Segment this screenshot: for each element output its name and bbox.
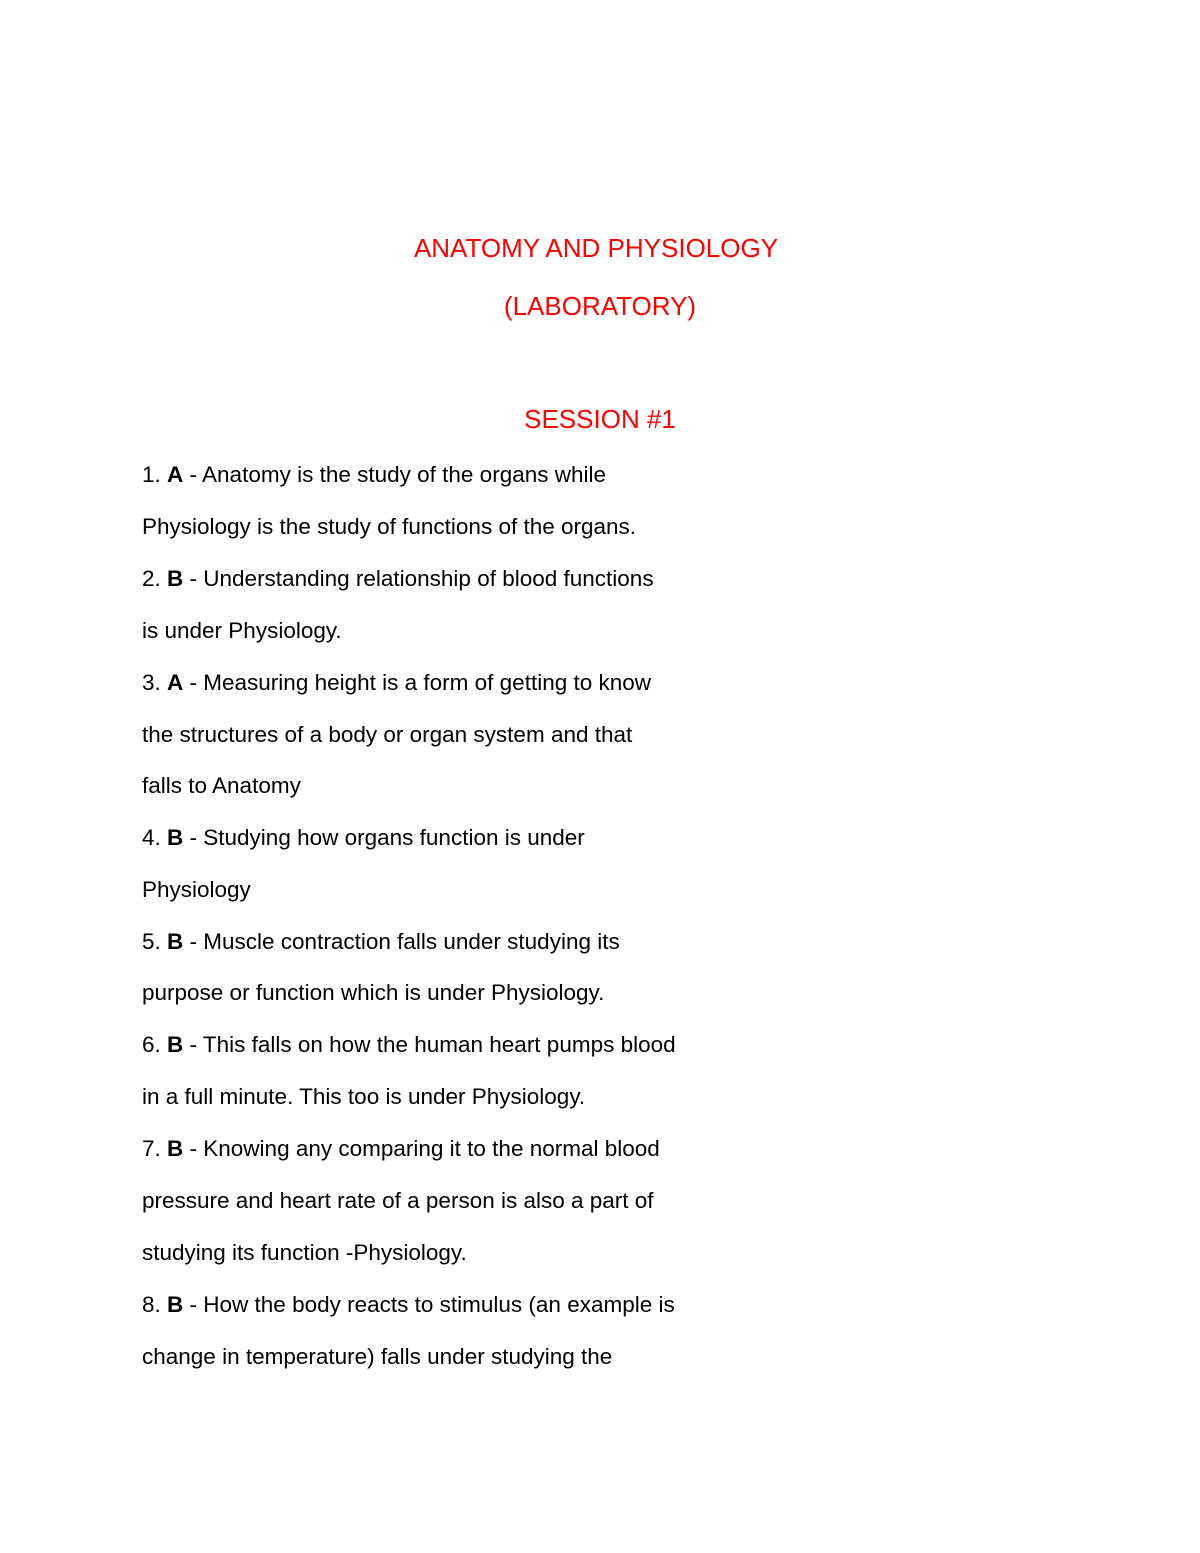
document-title: ANATOMY AND PHYSIOLOGY xyxy=(413,233,779,263)
item-number: 7. xyxy=(142,1136,161,1161)
item-1-line-1 xyxy=(142,460,606,490)
item-6-line-1 xyxy=(142,1030,676,1060)
item-3-line-2: the structures of a body or organ system and that xyxy=(142,722,633,747)
item-6-line-2: in a full minute. This too is under Physiology. xyxy=(142,1084,586,1109)
item-text: - How the body reacts to stimulus (an example is xyxy=(183,1292,675,1317)
item-text: - Understanding relationship of blood functions xyxy=(183,566,654,591)
document-subtitle: (LABORATORY) xyxy=(503,291,697,321)
item-answer: B xyxy=(167,929,184,954)
item-5-line-1 xyxy=(142,927,620,957)
item-number: 2. xyxy=(142,566,161,591)
item-number: 1. xyxy=(142,462,161,487)
item-answer: B xyxy=(167,825,184,850)
item-number: 8. xyxy=(142,1292,161,1317)
item-number: 4. xyxy=(142,825,161,850)
item-2-line-2: is under Physiology. xyxy=(142,618,342,643)
item-text: - Studying how organs function is under xyxy=(183,825,585,850)
item-answer: B xyxy=(167,566,184,591)
item-2-line-1 xyxy=(142,564,654,594)
item-answer: B xyxy=(167,1032,184,1057)
item-3-line-1 xyxy=(142,668,651,698)
item-4-line-2: Physiology xyxy=(142,877,251,902)
item-number: 3. xyxy=(142,670,161,695)
item-text: - Muscle contraction falls under studying its xyxy=(183,929,620,954)
item-3-line-3: falls to Anatomy xyxy=(142,773,301,798)
item-7-line-1 xyxy=(142,1134,660,1164)
item-number: 6. xyxy=(142,1032,161,1057)
item-answer: B xyxy=(167,1292,184,1317)
item-answer: A xyxy=(167,462,184,487)
item-8-line-2: change in temperature) falls under studying the xyxy=(142,1344,613,1369)
item-7-line-2: pressure and heart rate of a person is also a part of xyxy=(142,1188,654,1213)
item-5-line-2: purpose or function which is under Physiology. xyxy=(142,980,605,1005)
item-4-line-1 xyxy=(142,823,585,853)
item-text: - Measuring height is a form of getting to know xyxy=(183,670,652,695)
item-1-line-2: Physiology is the study of functions of the organs. xyxy=(142,514,637,539)
item-text: - Knowing any comparing it to the normal blood xyxy=(183,1136,660,1161)
item-text: - Anatomy is the study of the organs while xyxy=(183,462,607,487)
item-answer: B xyxy=(167,1136,184,1161)
session-heading: SESSION #1 xyxy=(524,404,676,434)
item-7-line-3: studying its function -Physiology. xyxy=(142,1240,467,1265)
item-8-line-1 xyxy=(142,1290,675,1320)
item-number: 5. xyxy=(142,929,161,954)
item-answer: A xyxy=(167,670,184,695)
item-text: - This falls on how the human heart pumps blood xyxy=(183,1032,676,1057)
